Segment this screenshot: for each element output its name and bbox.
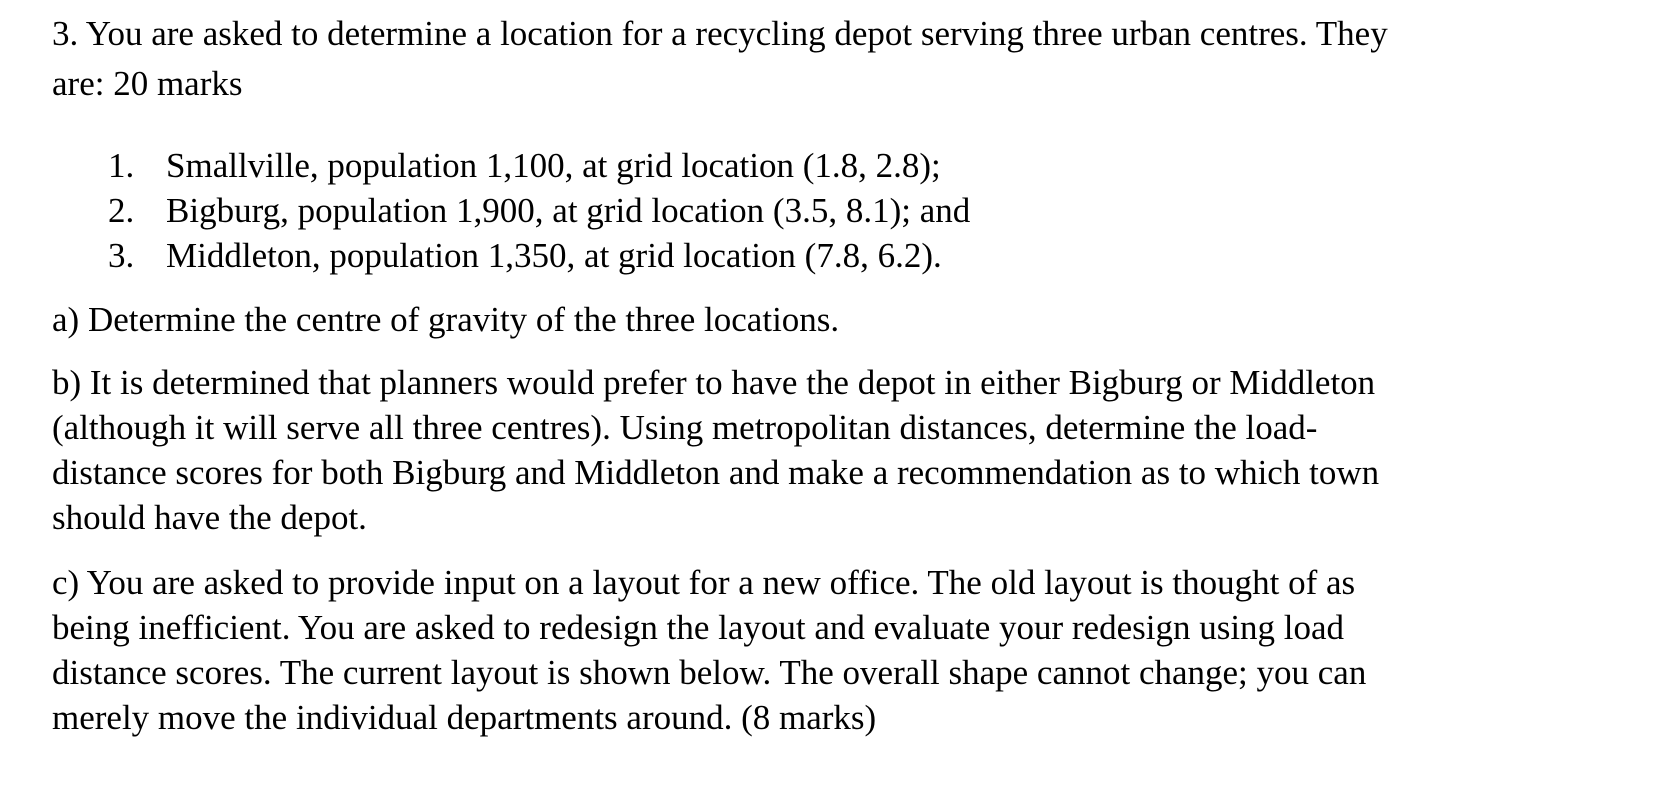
list-item — [108, 233, 970, 278]
list-item-text: Middleton, population 1,350, at grid location (7.8, 6.2). — [166, 236, 942, 275]
part-c-line: merely move the individual departments around. (8 marks) — [52, 698, 877, 737]
part-b-paragraph — [52, 360, 1379, 540]
town-list — [108, 143, 970, 278]
part-b-line: distance scores for both Bigburg and Middleton and make a recommendation as to which town — [52, 453, 1380, 492]
part-b-line: should have the depot. — [52, 498, 367, 537]
list-item-number: 2. — [108, 191, 135, 230]
question-intro-line-2: are: 20 marks — [52, 64, 243, 103]
list-item-number: 3. — [108, 236, 135, 275]
part-c-line: distance scores. The current layout is shown below. The overall shape cannot change; you can — [52, 653, 1367, 692]
list-item-text: Bigburg, population 1,900, at grid location (3.5, 8.1); and — [166, 191, 971, 230]
part-c-paragraph — [52, 560, 1366, 740]
list-item — [108, 143, 970, 188]
list-item — [108, 188, 970, 233]
question-intro-line-1: 3. You are asked to determine a location for a recycling depot serving three urban centres. They — [52, 14, 1388, 53]
list-item-text: Smallville, population 1,100, at grid location (1.8, 2.8); — [166, 146, 941, 185]
part-b-line: (although it will serve all three centres). Using metropolitan distances, determine the load- — [52, 408, 1318, 447]
part-a-paragraph: a) Determine the centre of gravity of the three locations. — [52, 300, 840, 339]
part-c-line: being inefficient. You are asked to redesign the layout and evaluate your redesign using load — [52, 608, 1345, 647]
part-c-line: c) You are asked to provide input on a layout for a new office. The old layout is thought of as — [52, 563, 1356, 602]
list-item-number: 1. — [108, 146, 135, 185]
part-b-line: b) It is determined that planners would prefer to have the depot in either Bigburg or Middleton — [52, 363, 1376, 402]
